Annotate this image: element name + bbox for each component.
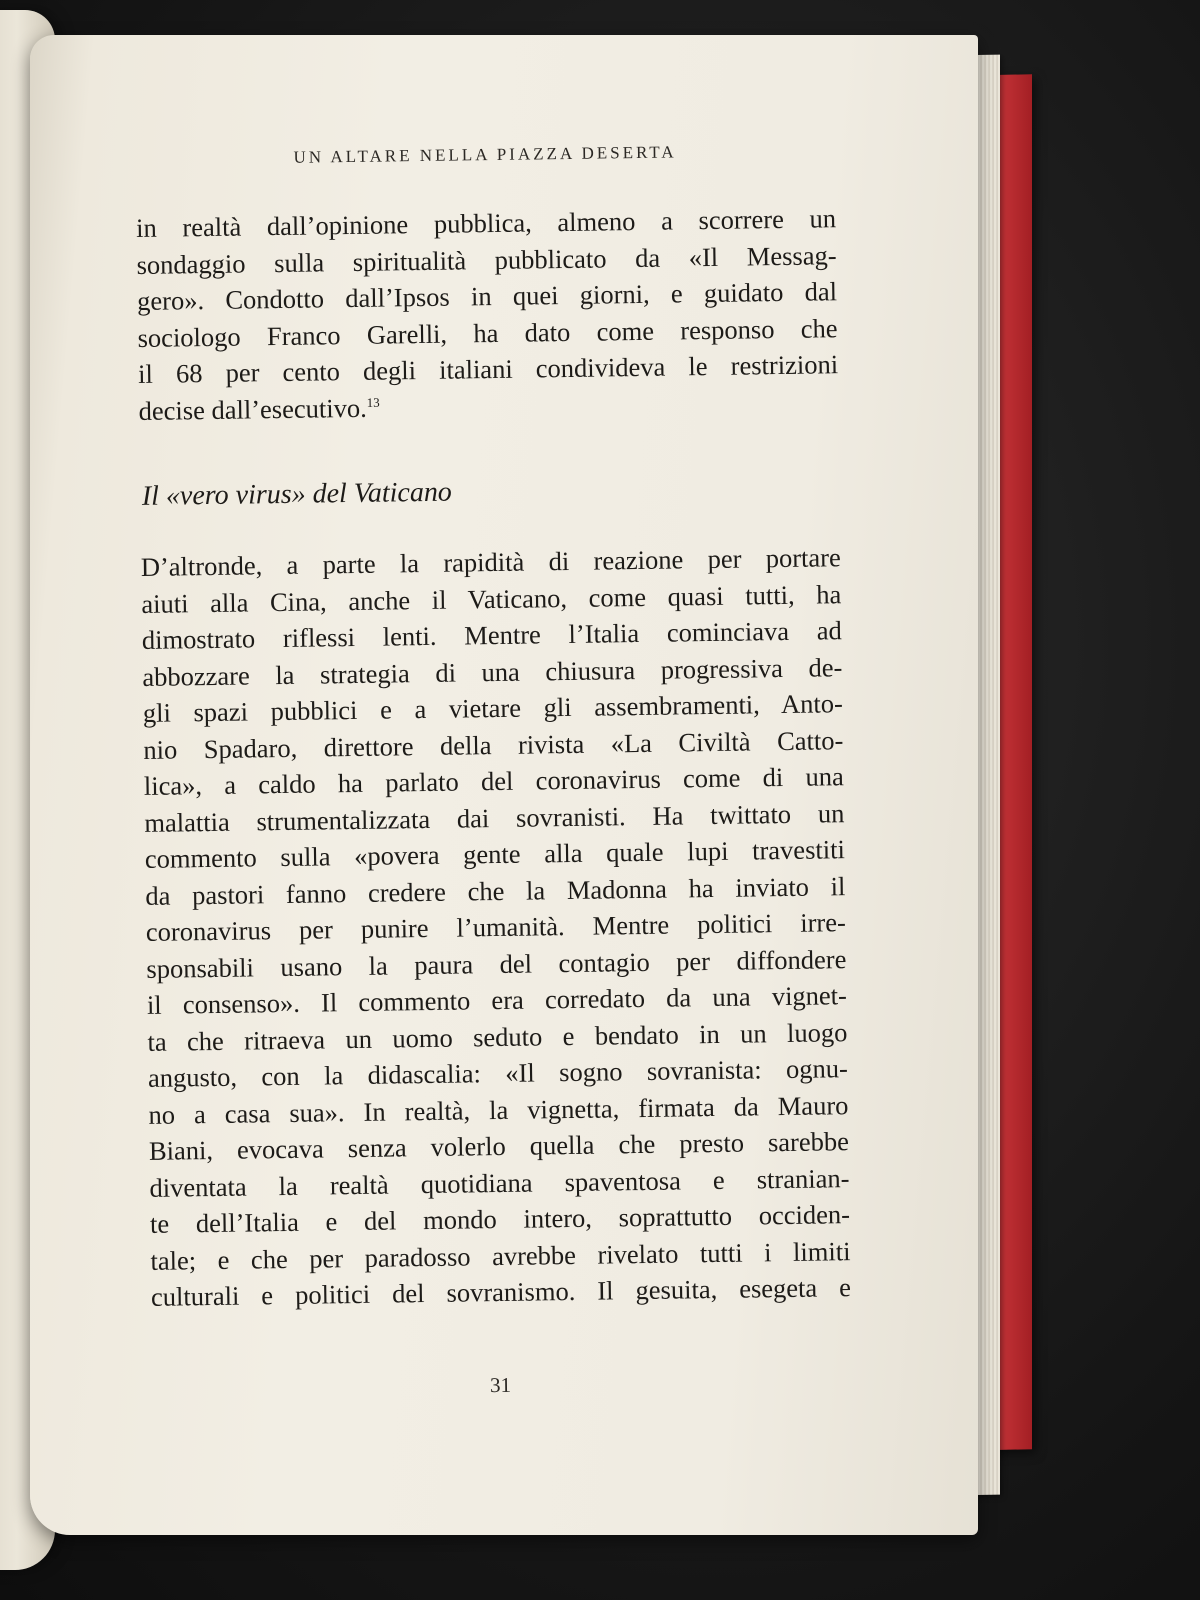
text-line: aiuti alla Cina, anche il Vaticano, come quasi tutti, ha xyxy=(141,578,842,619)
text-line: malattia strumentalizzata dai sovranisti. Ha twittato un xyxy=(144,797,845,838)
text-line: Biani, evocava senza volerlo quella che presto sarebbe xyxy=(148,1126,850,1166)
text-line: sponsabili usano la paura del contagio per diffondere xyxy=(146,943,847,984)
text-line-content: decise dall’esecutivo. xyxy=(138,392,367,426)
paragraph-2 xyxy=(141,539,852,1315)
text-line: sociologo Franco Garelli, ha dato come responso che xyxy=(137,312,838,353)
running-head: UN ALTARE NELLA PIAZZA DESERTA xyxy=(293,142,677,167)
book-page xyxy=(30,35,978,1535)
page-content xyxy=(135,140,851,1315)
text-line: no a casa sua». In realtà, la vignetta, firmata da Mauro xyxy=(148,1089,849,1130)
text-line: abbozzare la strategia di una chiusura progressiva de- xyxy=(142,651,843,692)
text-line: diventata la realtà quotidiana spaventosa e stranian- xyxy=(149,1162,850,1203)
text-line: commento sulla «povera gente alla quale lupi travestiti xyxy=(144,834,846,874)
paragraph-1 xyxy=(136,200,839,429)
text-line: ta che ritraeva un uomo seduto e bendato in un luogo xyxy=(147,1016,848,1057)
text-line: sondaggio sulla spiritualità pubblicato da «Il Messag- xyxy=(136,239,837,280)
text-line: tale; e che per paradosso avrebbe rivelato tutti i limiti xyxy=(150,1235,851,1276)
text-line: lica», a caldo ha parlato del coronavirus come di una xyxy=(143,761,845,801)
text-line: gero». Condotto dall’Ipsos in quei giorni, e guidato dal xyxy=(136,276,838,316)
section-heading: Il «vero virus» del Vaticano xyxy=(141,476,453,512)
footnote-marker: 13 xyxy=(366,394,380,410)
text-line: da pastori fanno credere che la Madonna ha inviato il xyxy=(145,870,846,911)
text-line: dimostrato riflessi lenti. Mentre l’Italia cominciava ad xyxy=(141,615,842,655)
text-line: culturali e politici del sovranismo. Il gesuita, esegeta e xyxy=(150,1272,852,1312)
text-line: angusto, con la didascalia: «Il sogno sovranista: ognu- xyxy=(147,1053,849,1093)
page-number: 31 xyxy=(489,1372,512,1398)
text-line: D’altronde, a parte la rapidità di reazione per portare xyxy=(140,542,841,582)
text-line: il consenso». Il commento era corredato da una vignet- xyxy=(146,980,848,1020)
text-line: gli spazi pubblici e a vietare gli assembramenti, Anto- xyxy=(142,688,844,728)
text-line: nio Spadaro, direttore della rivista «La Civiltà Catto- xyxy=(143,724,844,765)
text-line: coronavirus per punire l’umanità. Mentre politici irre- xyxy=(145,907,847,947)
text-line: il 68 per cento degli italiani condivideva le restrizioni xyxy=(137,349,839,389)
text-line: in realtà dall’opinione pubblica, almeno a scorrere un xyxy=(135,203,837,243)
text-line: te dell’Italia e del mondo intero, soprattutto occiden- xyxy=(149,1199,851,1239)
